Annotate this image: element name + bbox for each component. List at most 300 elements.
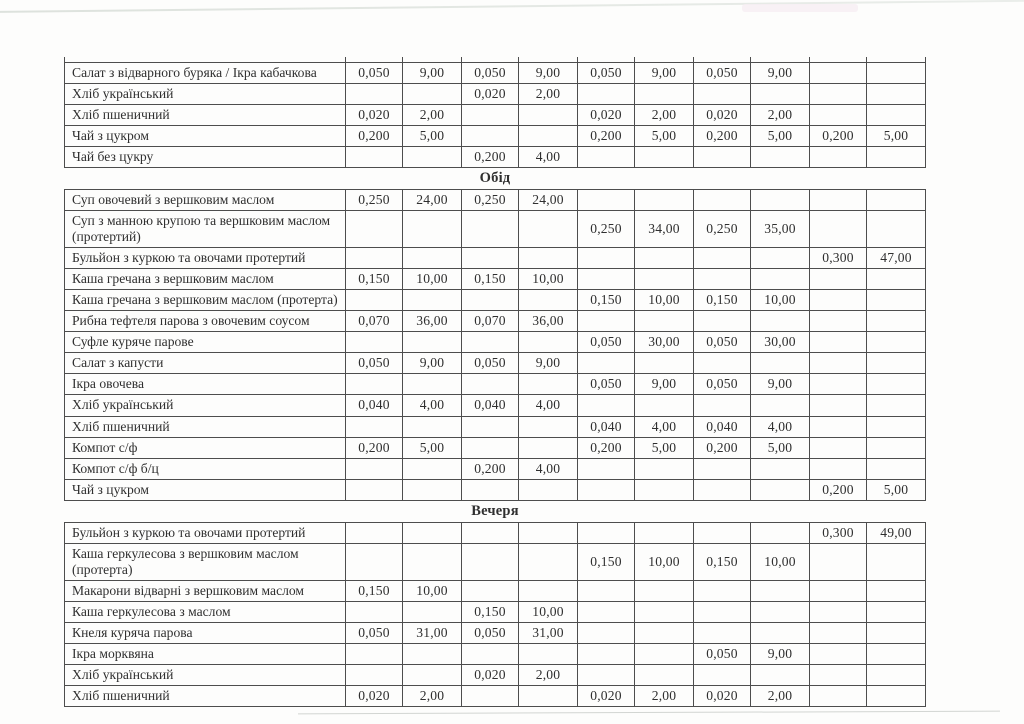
price-cell: 10,00: [751, 290, 810, 311]
price-cell: [635, 580, 694, 601]
weight-cell: 0,050: [694, 332, 751, 353]
weight-cell: [810, 84, 867, 105]
price-cell: 5,00: [635, 437, 694, 458]
price-cell: 2,00: [519, 84, 578, 105]
weight-cell: 0,020: [694, 105, 751, 126]
table-row: [65, 458, 926, 479]
price-cell: [635, 643, 694, 664]
weight-cell: 0,070: [462, 311, 519, 332]
weight-cell: 0,050: [694, 63, 751, 84]
table-row: [65, 63, 926, 84]
weight-cell: [694, 269, 751, 290]
price-cell: [635, 458, 694, 479]
weight-cell: [810, 353, 867, 374]
weight-cell: [346, 147, 403, 168]
price-cell: [519, 290, 578, 311]
table-row: [65, 126, 926, 147]
weight-cell: [578, 580, 635, 601]
weight-cell: 0,250: [462, 190, 519, 211]
weight-cell: [346, 290, 403, 311]
price-cell: 9,00: [403, 353, 462, 374]
weight-cell: 0,200: [462, 458, 519, 479]
price-cell: 2,00: [751, 685, 810, 706]
weight-cell: [578, 269, 635, 290]
price-cell: [519, 105, 578, 126]
dish-name-cell: Каша геркулесова з вершковим маслом (протерта): [65, 543, 346, 580]
price-cell: [867, 395, 926, 416]
price-cell: [403, 248, 462, 269]
weight-cell: 0,200: [346, 437, 403, 458]
weight-cell: 0,300: [810, 248, 867, 269]
price-cell: [403, 416, 462, 437]
weight-cell: [578, 479, 635, 500]
dish-name-cell: Каша геркулесова з маслом: [65, 601, 346, 622]
menu-table: [64, 57, 926, 707]
dish-name-cell: Хліб український: [65, 84, 346, 105]
weight-cell: [810, 643, 867, 664]
price-cell: [519, 437, 578, 458]
table-row: [65, 543, 926, 580]
price-cell: 2,00: [403, 105, 462, 126]
weight-cell: 0,050: [462, 63, 519, 84]
weight-cell: 0,050: [578, 63, 635, 84]
weight-cell: [578, 622, 635, 643]
price-cell: [751, 395, 810, 416]
price-cell: [867, 63, 926, 84]
price-cell: [403, 374, 462, 395]
price-cell: [867, 416, 926, 437]
price-cell: 9,00: [403, 63, 462, 84]
price-cell: 5,00: [403, 437, 462, 458]
price-cell: [519, 374, 578, 395]
dish-name-cell: Хліб український: [65, 395, 346, 416]
dish-name-cell: Хліб пшеничний: [65, 685, 346, 706]
weight-cell: 0,040: [694, 416, 751, 437]
price-cell: [867, 332, 926, 353]
price-cell: 4,00: [519, 458, 578, 479]
weight-cell: 0,200: [578, 437, 635, 458]
dish-name-cell: Бульйон з куркою та овочами протертий: [65, 522, 346, 543]
price-cell: [867, 601, 926, 622]
weight-cell: [694, 601, 751, 622]
price-cell: [635, 622, 694, 643]
price-cell: [867, 643, 926, 664]
weight-cell: 0,200: [694, 437, 751, 458]
weight-cell: [578, 664, 635, 685]
weight-cell: 0,150: [346, 269, 403, 290]
price-cell: 4,00: [751, 416, 810, 437]
weight-cell: [694, 458, 751, 479]
weight-cell: 0,050: [462, 353, 519, 374]
price-cell: 5,00: [867, 479, 926, 500]
weight-cell: [810, 269, 867, 290]
price-cell: 35,00: [751, 211, 810, 248]
price-cell: 10,00: [519, 269, 578, 290]
weight-cell: [810, 147, 867, 168]
weight-cell: 0,040: [462, 395, 519, 416]
weight-cell: [810, 416, 867, 437]
dish-name-cell: Хліб пшеничний: [65, 416, 346, 437]
price-cell: [867, 311, 926, 332]
dish-name-cell: Компот с/ф б/ц: [65, 458, 346, 479]
price-cell: 9,00: [635, 63, 694, 84]
table-row: [65, 522, 926, 543]
weight-cell: [810, 332, 867, 353]
price-cell: 36,00: [519, 311, 578, 332]
table-row: [65, 190, 926, 211]
price-cell: [519, 522, 578, 543]
weight-cell: [346, 332, 403, 353]
price-cell: 31,00: [519, 622, 578, 643]
weight-cell: [462, 416, 519, 437]
weight-cell: [810, 211, 867, 248]
table-row: [65, 664, 926, 685]
price-cell: [635, 522, 694, 543]
price-cell: [867, 543, 926, 580]
table-row: [65, 147, 926, 168]
weight-cell: 0,020: [578, 105, 635, 126]
weight-cell: [694, 353, 751, 374]
table-row: [65, 479, 926, 500]
weight-cell: 0,050: [462, 622, 519, 643]
weight-cell: [694, 84, 751, 105]
price-cell: [635, 664, 694, 685]
weight-cell: [462, 437, 519, 458]
weight-cell: 0,050: [346, 353, 403, 374]
dish-name-cell: Хліб український: [65, 664, 346, 685]
weight-cell: [810, 374, 867, 395]
meal-section-row: [65, 168, 926, 190]
price-cell: [867, 437, 926, 458]
price-cell: [751, 84, 810, 105]
price-cell: [751, 147, 810, 168]
table-row: [65, 685, 926, 706]
price-cell: [635, 395, 694, 416]
price-cell: [403, 543, 462, 580]
price-cell: [403, 84, 462, 105]
weight-cell: [578, 311, 635, 332]
price-cell: [403, 479, 462, 500]
price-cell: 10,00: [519, 601, 578, 622]
weight-cell: [462, 643, 519, 664]
price-cell: 24,00: [403, 190, 462, 211]
weight-cell: [462, 580, 519, 601]
price-cell: [635, 84, 694, 105]
weight-cell: [346, 522, 403, 543]
price-cell: [519, 332, 578, 353]
weight-cell: [810, 685, 867, 706]
weight-cell: [810, 105, 867, 126]
price-cell: 10,00: [403, 580, 462, 601]
price-cell: 2,00: [403, 685, 462, 706]
price-cell: 5,00: [751, 126, 810, 147]
price-cell: [867, 353, 926, 374]
weight-cell: 0,150: [462, 601, 519, 622]
price-cell: [867, 84, 926, 105]
weight-cell: [810, 290, 867, 311]
price-cell: 5,00: [403, 126, 462, 147]
price-cell: 9,00: [751, 643, 810, 664]
price-cell: [867, 147, 926, 168]
weight-cell: [462, 374, 519, 395]
weight-cell: [462, 211, 519, 248]
table-row: [65, 332, 926, 353]
price-cell: 47,00: [867, 248, 926, 269]
weight-cell: 0,150: [578, 543, 635, 580]
weight-cell: [346, 543, 403, 580]
weight-cell: 0,200: [810, 126, 867, 147]
dish-name-cell: Суфле куряче парове: [65, 332, 346, 353]
weight-cell: [810, 622, 867, 643]
price-cell: [867, 622, 926, 643]
weight-cell: [694, 248, 751, 269]
price-cell: 34,00: [635, 211, 694, 248]
price-cell: [751, 190, 810, 211]
weight-cell: [810, 395, 867, 416]
dish-name-cell: Чай з цукром: [65, 126, 346, 147]
price-cell: 9,00: [635, 374, 694, 395]
price-cell: 5,00: [635, 126, 694, 147]
price-cell: [519, 126, 578, 147]
dish-name-cell: Каша гречана з вершковим маслом: [65, 269, 346, 290]
dish-name-cell: Макарони відварні з вершковим маслом: [65, 580, 346, 601]
price-cell: 9,00: [751, 374, 810, 395]
weight-cell: [694, 190, 751, 211]
weight-cell: 0,050: [578, 332, 635, 353]
price-cell: [403, 332, 462, 353]
price-cell: [751, 311, 810, 332]
dish-name-cell: Бульйон з куркою та овочами протертий: [65, 248, 346, 269]
weight-cell: [810, 63, 867, 84]
price-cell: [751, 580, 810, 601]
price-cell: [519, 643, 578, 664]
price-cell: 30,00: [751, 332, 810, 353]
table-row: [65, 437, 926, 458]
price-cell: [751, 458, 810, 479]
weight-cell: [810, 311, 867, 332]
price-cell: [519, 479, 578, 500]
price-cell: 5,00: [867, 126, 926, 147]
weight-cell: [462, 290, 519, 311]
weight-cell: [346, 248, 403, 269]
price-cell: 4,00: [519, 147, 578, 168]
price-cell: 10,00: [751, 543, 810, 580]
weight-cell: [578, 190, 635, 211]
weight-cell: [462, 479, 519, 500]
price-cell: 5,00: [751, 437, 810, 458]
dish-name-cell: Чай без цукру: [65, 147, 346, 168]
weight-cell: 0,070: [346, 311, 403, 332]
table-row: [65, 416, 926, 437]
weight-cell: [694, 395, 751, 416]
weight-cell: [578, 458, 635, 479]
table-row: [65, 211, 926, 248]
price-cell: 10,00: [635, 543, 694, 580]
weight-cell: 0,020: [578, 685, 635, 706]
weight-cell: [810, 458, 867, 479]
price-cell: [635, 248, 694, 269]
price-cell: 30,00: [635, 332, 694, 353]
meal-section-header: Вечеря: [65, 500, 926, 522]
weight-cell: 0,150: [694, 543, 751, 580]
weight-cell: 0,020: [346, 685, 403, 706]
table-row: [65, 248, 926, 269]
price-cell: [403, 664, 462, 685]
price-cell: [635, 601, 694, 622]
price-cell: [635, 269, 694, 290]
price-cell: 9,00: [519, 353, 578, 374]
weight-cell: [694, 580, 751, 601]
price-cell: [751, 479, 810, 500]
price-cell: [751, 353, 810, 374]
weight-cell: [346, 643, 403, 664]
weight-cell: [346, 374, 403, 395]
weight-cell: [346, 479, 403, 500]
table-row: [65, 395, 926, 416]
price-cell: [751, 522, 810, 543]
price-cell: [403, 522, 462, 543]
weight-cell: 0,050: [578, 374, 635, 395]
price-cell: [635, 147, 694, 168]
weight-cell: [810, 437, 867, 458]
price-cell: [519, 543, 578, 580]
table-row: [65, 580, 926, 601]
dish-name-cell: Каша гречана з вершковим маслом (протерта): [65, 290, 346, 311]
weight-cell: [462, 248, 519, 269]
weight-cell: 0,250: [578, 211, 635, 248]
weight-cell: 0,150: [462, 269, 519, 290]
price-cell: [519, 211, 578, 248]
dish-name-cell: Суп овочевий з вершковим маслом: [65, 190, 346, 211]
price-cell: [403, 458, 462, 479]
weight-cell: 0,020: [462, 664, 519, 685]
price-cell: [519, 580, 578, 601]
price-cell: [751, 664, 810, 685]
price-cell: 2,00: [751, 105, 810, 126]
price-cell: 4,00: [635, 416, 694, 437]
weight-cell: [578, 643, 635, 664]
price-cell: [635, 479, 694, 500]
weight-cell: 0,200: [694, 126, 751, 147]
price-cell: 9,00: [519, 63, 578, 84]
table-row: [65, 353, 926, 374]
price-cell: 4,00: [519, 395, 578, 416]
dish-name-cell: Ікра морквяна: [65, 643, 346, 664]
meal-section-header: Обід: [65, 168, 926, 190]
dish-name-cell: Компот с/ф: [65, 437, 346, 458]
scan-artifact-line-bottom: [298, 711, 1000, 715]
weight-cell: [346, 416, 403, 437]
weight-cell: [694, 479, 751, 500]
weight-cell: 0,050: [694, 643, 751, 664]
price-cell: [867, 685, 926, 706]
table-row: [65, 105, 926, 126]
weight-cell: [578, 395, 635, 416]
table-row: [65, 622, 926, 643]
weight-cell: [694, 147, 751, 168]
weight-cell: 0,300: [810, 522, 867, 543]
weight-cell: [346, 84, 403, 105]
dish-name-cell: Ікра овочева: [65, 374, 346, 395]
price-cell: [867, 374, 926, 395]
price-cell: [751, 622, 810, 643]
weight-cell: [346, 211, 403, 248]
weight-cell: [578, 522, 635, 543]
weight-cell: 0,200: [346, 126, 403, 147]
table-row: [65, 374, 926, 395]
table-row: [65, 84, 926, 105]
price-cell: [867, 269, 926, 290]
weight-cell: 0,200: [462, 147, 519, 168]
price-cell: 49,00: [867, 522, 926, 543]
table-row: [65, 269, 926, 290]
price-cell: [751, 248, 810, 269]
price-cell: 10,00: [635, 290, 694, 311]
price-cell: [519, 416, 578, 437]
price-cell: [751, 269, 810, 290]
weight-cell: [694, 664, 751, 685]
price-cell: 10,00: [403, 269, 462, 290]
weight-cell: [462, 105, 519, 126]
price-cell: [519, 685, 578, 706]
weight-cell: [462, 126, 519, 147]
weight-cell: [578, 84, 635, 105]
price-cell: [403, 643, 462, 664]
weight-cell: 0,040: [578, 416, 635, 437]
weight-cell: [346, 601, 403, 622]
scan-artifact-smudge: [742, 4, 858, 12]
weight-cell: 0,020: [462, 84, 519, 105]
weight-cell: [810, 580, 867, 601]
scan-artifact-line-top: [0, 0, 1024, 13]
weight-cell: [694, 522, 751, 543]
weight-cell: 0,250: [346, 190, 403, 211]
weight-cell: [462, 543, 519, 580]
dish-name-cell: Чай з цукром: [65, 479, 346, 500]
price-cell: [635, 311, 694, 332]
weight-cell: [578, 601, 635, 622]
table-row: [65, 601, 926, 622]
price-cell: 2,00: [635, 685, 694, 706]
weight-cell: [346, 458, 403, 479]
price-cell: 24,00: [519, 190, 578, 211]
weight-cell: 0,050: [346, 63, 403, 84]
weight-cell: 0,050: [694, 374, 751, 395]
price-cell: 31,00: [403, 622, 462, 643]
weight-cell: [810, 664, 867, 685]
weight-cell: 0,040: [346, 395, 403, 416]
price-cell: [403, 290, 462, 311]
weight-cell: 0,150: [578, 290, 635, 311]
weight-cell: [810, 543, 867, 580]
price-cell: [403, 601, 462, 622]
weight-cell: [346, 664, 403, 685]
price-cell: 2,00: [519, 664, 578, 685]
price-cell: [635, 190, 694, 211]
dish-name-cell: Суп з манною крупою та вершковим маслом (протертий): [65, 211, 346, 248]
dish-name-cell: Салат з капусти: [65, 353, 346, 374]
price-cell: [403, 211, 462, 248]
dish-name-cell: Рибна тефтеля парова з овочевим соусом: [65, 311, 346, 332]
weight-cell: 0,050: [346, 622, 403, 643]
weight-cell: [578, 248, 635, 269]
dish-name-cell: Кнеля куряча парова: [65, 622, 346, 643]
weight-cell: [694, 622, 751, 643]
dish-name-cell: Салат з відварного буряка / Ікра кабачкова: [65, 63, 346, 84]
meal-section-row: [65, 500, 926, 522]
price-cell: [751, 601, 810, 622]
weight-cell: 0,200: [810, 479, 867, 500]
